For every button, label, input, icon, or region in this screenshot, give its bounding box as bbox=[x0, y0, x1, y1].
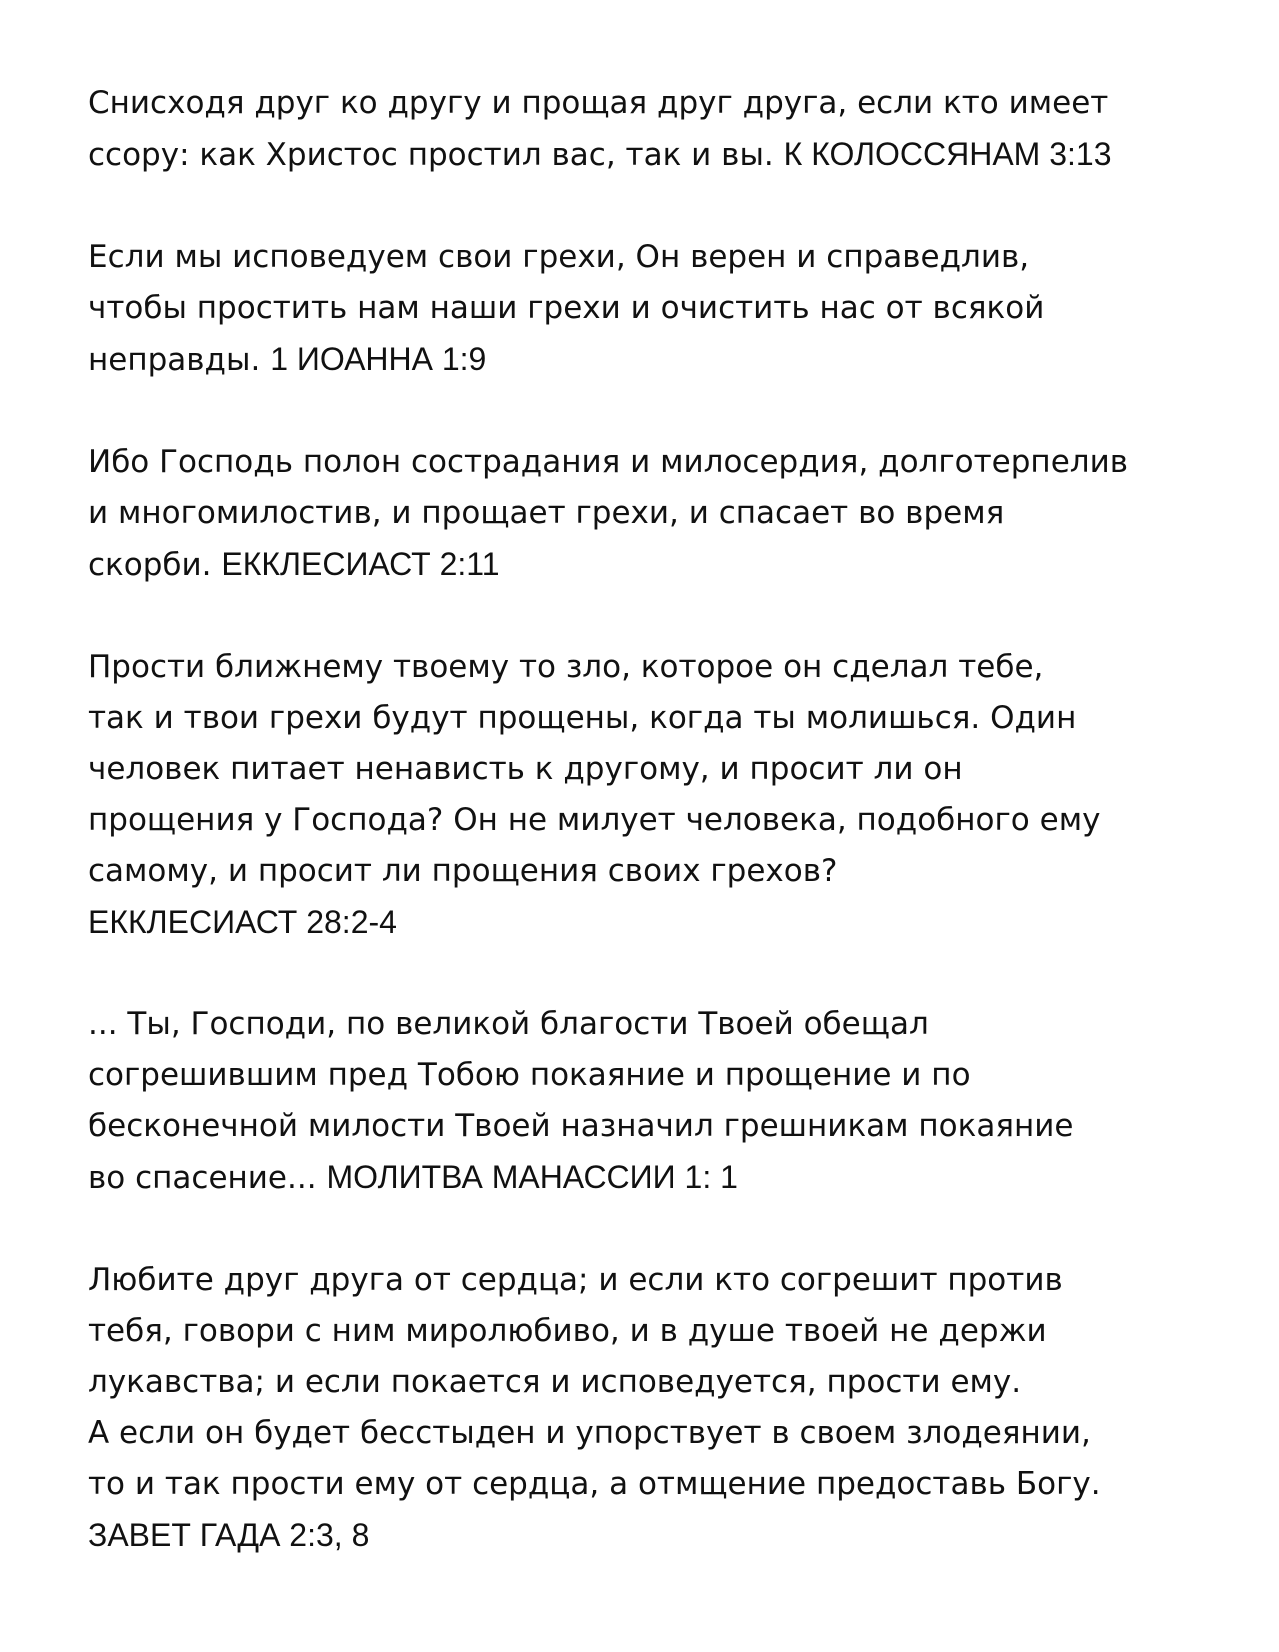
verse-ecclesiastes-28 bbox=[88, 642, 1219, 948]
verse-line: прощения у Господа? Он не милует человека, подобного ему bbox=[88, 802, 1101, 838]
verse-line: Снисходя друг ко другу и прощая друг друга, если кто имеет bbox=[88, 85, 1109, 121]
verse-line-with-reference bbox=[88, 1152, 1219, 1204]
verse-line: А если он будет бесстыден и упорствует в своем злодеянии, bbox=[88, 1415, 1091, 1451]
verse-line: Ибо Господь полон сострадания и милосердия, долготерпелив bbox=[88, 444, 1128, 480]
verse-ecclesiastes-2 bbox=[88, 437, 1219, 591]
verse-line: Прости ближнему твоему то зло, которое он сделал тебе, bbox=[88, 649, 1044, 685]
verse-line: согрешившим пред Тобою покаяние и прощение и по bbox=[88, 1057, 971, 1093]
verse-reference: ЗАВЕТ ГАДА 2:3, 8 bbox=[88, 1517, 370, 1553]
verse-reference: ЕККЛЕСИАСТ 28:2-4 bbox=[88, 904, 397, 940]
verse-text: скорби. bbox=[88, 547, 212, 583]
verse-line: тебя, говори с ним миролюбиво, и в душе твоей не держи bbox=[88, 1313, 1047, 1349]
verse-text: ссору: как Христос простил вас, так и вы. bbox=[88, 137, 774, 173]
verse-line: и многомилостив, и прощает грехи, и спасает во время bbox=[88, 495, 1005, 531]
verse-colossians bbox=[88, 78, 1219, 181]
verse-line-with-reference bbox=[88, 129, 1219, 181]
verse-reference: МОЛИТВА МАНАССИИ 1: 1 bbox=[326, 1159, 738, 1195]
verse-reference: 1 ИОАННА 1:9 bbox=[270, 341, 487, 377]
verse-line: Если мы исповедуем свои грехи, Он верен и справедлив, bbox=[88, 239, 1030, 275]
verse-line: так и твои грехи будут прощены, когда ты молишься. Один bbox=[88, 700, 1077, 736]
verse-1-john bbox=[88, 232, 1219, 386]
verse-line: ... Ты, Господи, по великой благости Твоей обещал bbox=[88, 1006, 929, 1042]
verse-line: лукавства; и если покается и исповедуется, прости ему. bbox=[88, 1364, 1022, 1400]
verse-text: во спасение... bbox=[88, 1160, 317, 1196]
verse-line: самому, и просит ли прощения своих грехов? bbox=[88, 853, 838, 889]
verse-line: бесконечной милости Твоей назначил грешникам покаяние bbox=[88, 1108, 1074, 1144]
verse-prayer-manasseh bbox=[88, 999, 1219, 1204]
verse-line: чтобы простить нам наши грехи и очистить нас от всякой bbox=[88, 290, 1045, 326]
verse-testament-gad bbox=[88, 1255, 1219, 1561]
verse-line-with-reference bbox=[88, 539, 1219, 591]
verse-line: Любите друг друга от сердца; и если кто согрешит против bbox=[88, 1262, 1063, 1298]
verse-reference: ЕККЛЕСИАСТ 2:11 bbox=[221, 546, 500, 582]
verse-text: неправды. bbox=[88, 342, 261, 378]
verse-line-with-reference bbox=[88, 334, 1219, 386]
verse-line: человек питает ненависть к другому, и просит ли он bbox=[88, 751, 963, 787]
verse-reference: К КОЛОССЯНАМ 3:13 bbox=[783, 136, 1112, 172]
verse-line: то и так прости ему от сердца, а отмщение предоставь Богу. bbox=[88, 1466, 1101, 1502]
